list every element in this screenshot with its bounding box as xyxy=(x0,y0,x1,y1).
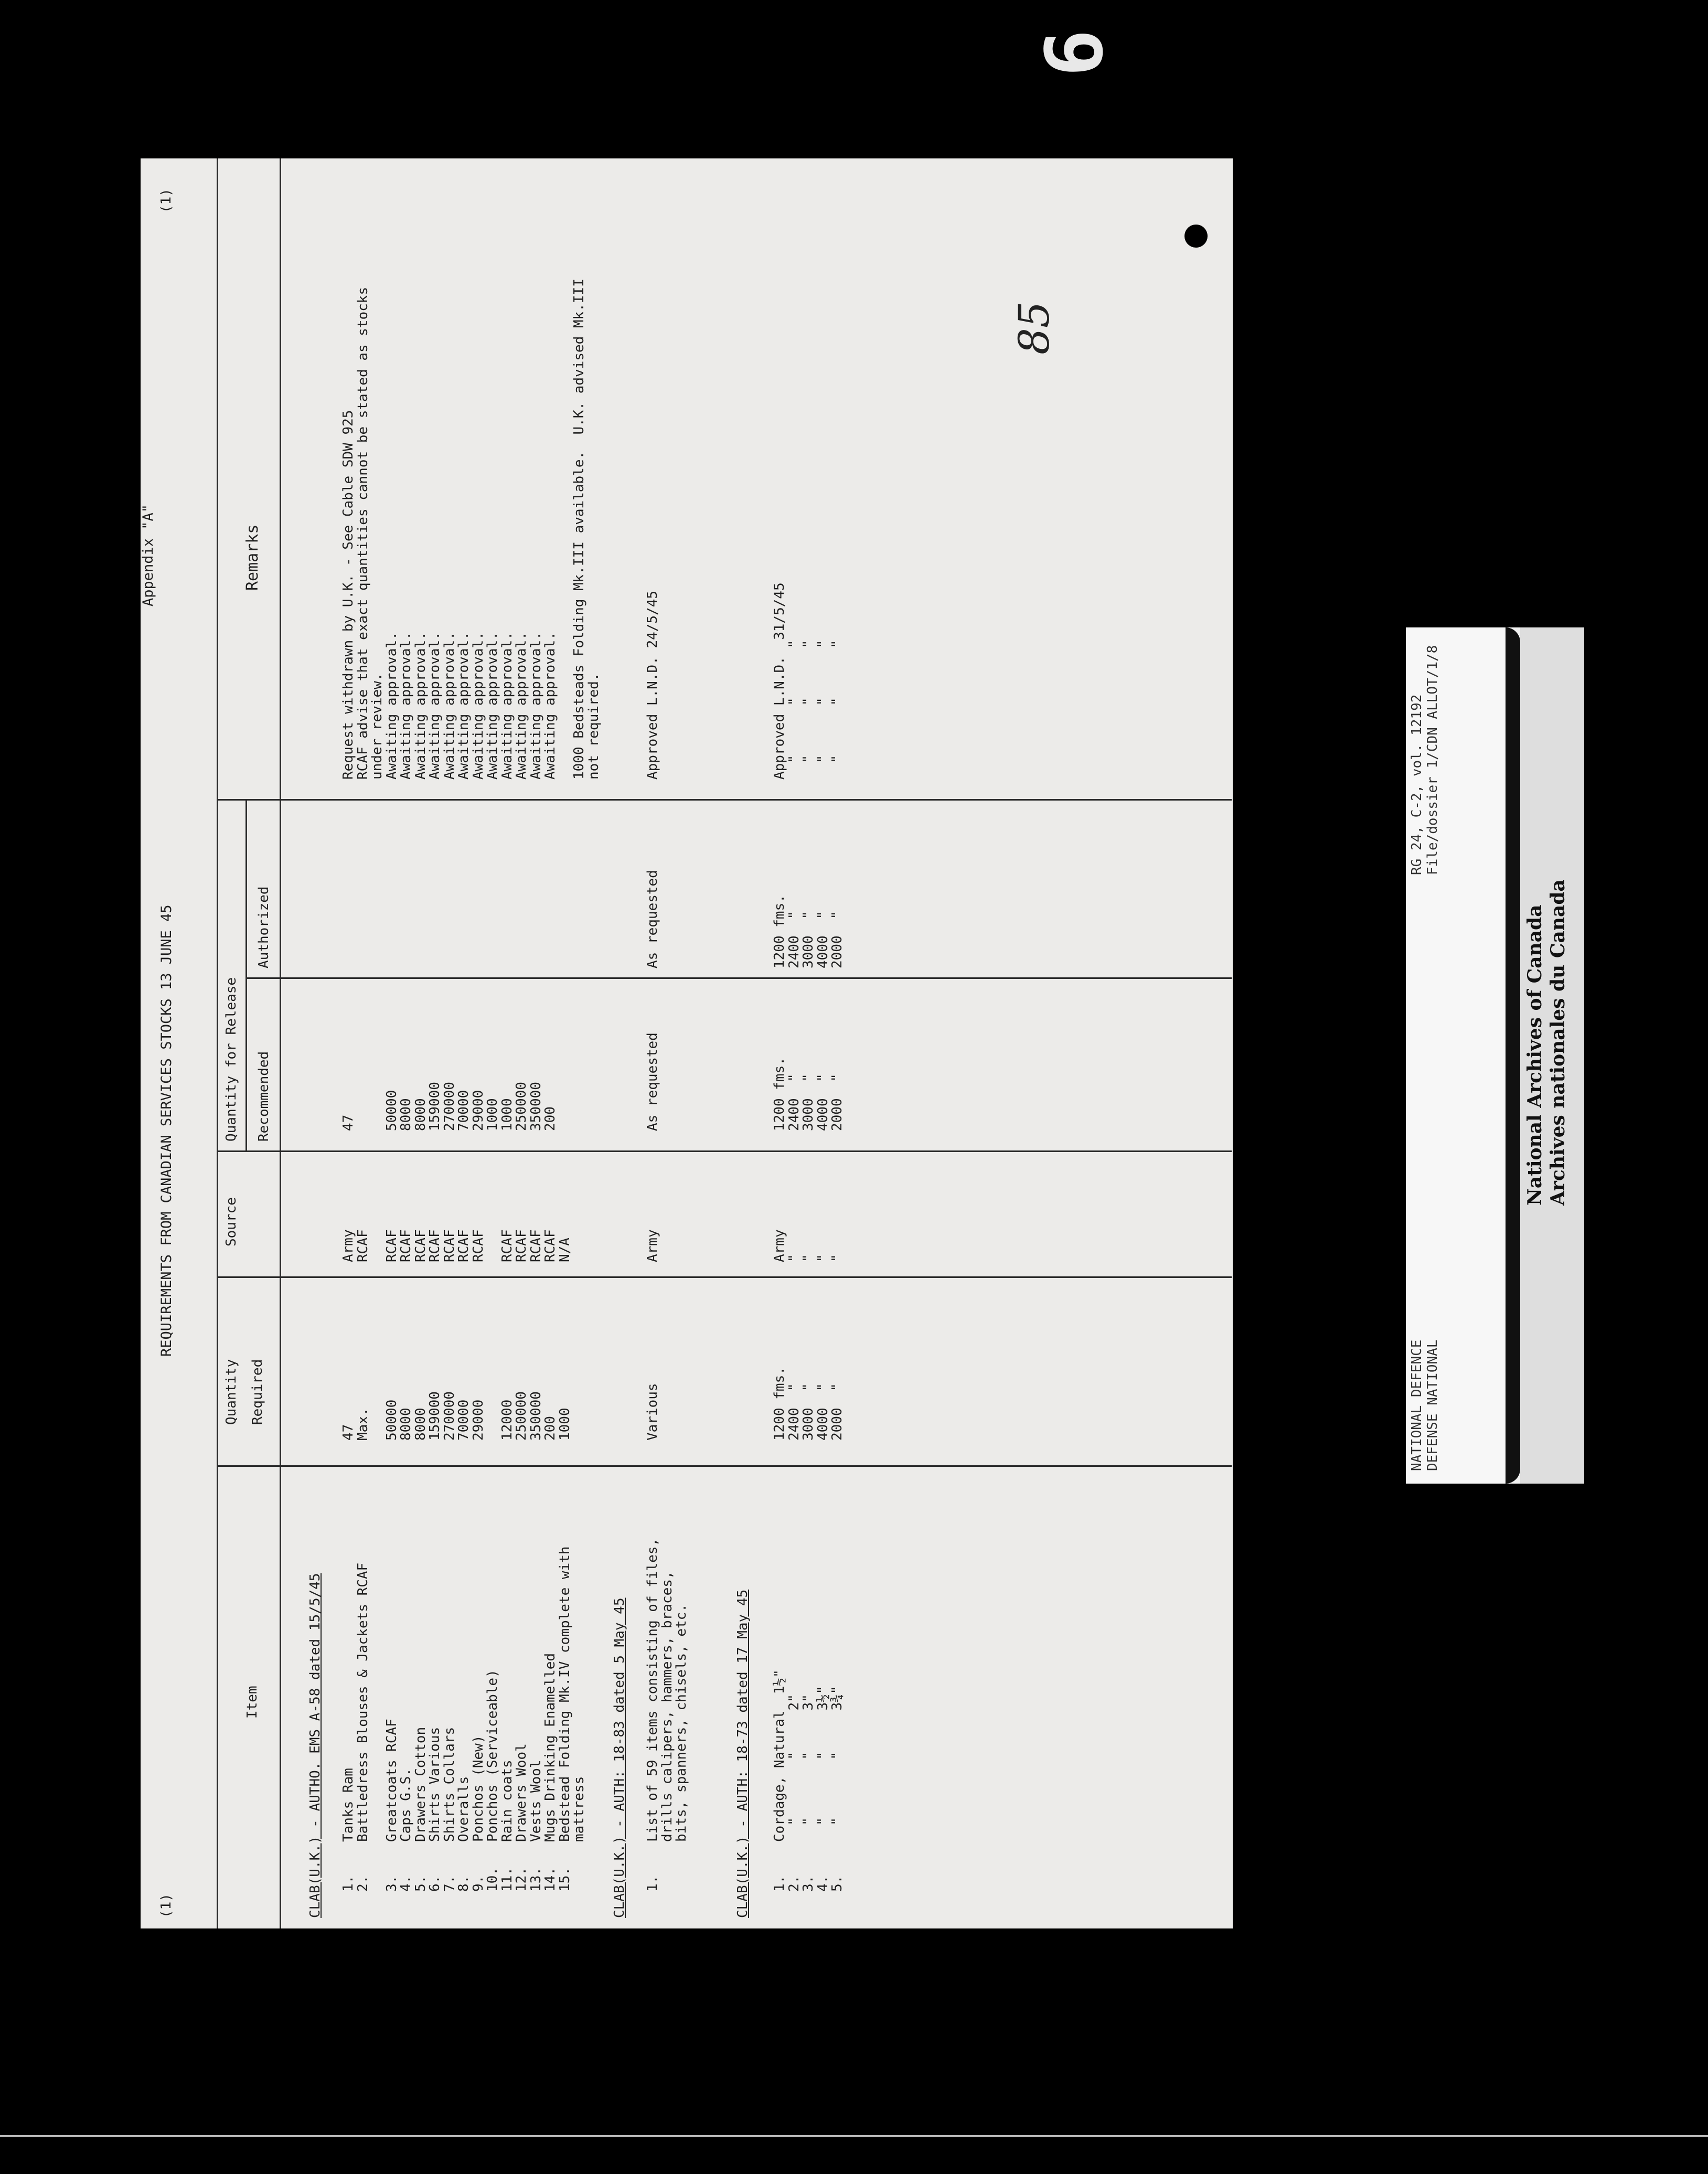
header-qty-for-release: Quantity for Release xyxy=(223,977,239,1142)
cell-remarks: Awaiting approval. xyxy=(398,632,414,780)
cell-recommended: 270000 xyxy=(441,1082,457,1131)
cell-qty-required: 1200 fms. xyxy=(772,1367,787,1441)
table-row xyxy=(830,158,845,1928)
cell-number: 7. xyxy=(441,1875,457,1892)
label-dept-line1: NATIONAL DEFENCE xyxy=(1409,1339,1425,1471)
cell-qty-required: 250000 xyxy=(514,1391,529,1441)
label-ref-line2: File/dossier 1/CDN ALLOT/1/8 xyxy=(1425,645,1440,875)
table-row xyxy=(787,158,802,1928)
header-source: Source xyxy=(223,1197,239,1246)
cell-remarks: Awaiting approval. xyxy=(470,632,486,780)
table-row xyxy=(802,158,816,1928)
cell-qty-required: 8000 xyxy=(398,1408,414,1441)
cell-source: RCAF xyxy=(441,1229,457,1262)
header-qty-required-1: Quantity xyxy=(223,1359,239,1425)
cell-qty-required: 47 xyxy=(340,1424,356,1441)
label-archive-fr: Archives nationales du Canada xyxy=(1547,879,1569,1206)
cell-qty-required: Max. xyxy=(355,1408,371,1441)
cell-source: RCAF xyxy=(355,1229,371,1262)
cell-qty-required: 270000 xyxy=(441,1391,457,1441)
cell-source: " xyxy=(800,1254,816,1262)
cell-qty-required: 50000 xyxy=(383,1399,400,1441)
header-recommended: Recommended xyxy=(256,1051,272,1142)
cell-qty-required: 350000 xyxy=(528,1391,544,1441)
cell-remarks: under review. xyxy=(369,673,385,780)
table-row xyxy=(646,158,660,1928)
document-page xyxy=(141,158,1233,1928)
cell-remarks: Awaiting approval. xyxy=(441,632,457,780)
section-title-2: CLAB(U.K.) - AUTH: 18-83 dated 5 May 45 xyxy=(612,1597,627,1918)
cell-number: 2. xyxy=(786,1875,802,1892)
cell-remarks: Awaiting approval. xyxy=(542,632,558,780)
cell-source: " xyxy=(815,1254,831,1262)
table-row xyxy=(443,158,457,1928)
cell-number: 9. xyxy=(470,1875,486,1892)
cell-item: Caps G.S. xyxy=(398,1768,414,1842)
cell-number: 5. xyxy=(412,1875,429,1892)
cell-item: Shirts Collars xyxy=(441,1727,457,1842)
scan-edge-line xyxy=(0,2135,1708,2137)
cell-item: Battledress Blouses & Jackets RCAF xyxy=(355,1562,371,1842)
cell-item: Shirts Various xyxy=(427,1727,443,1842)
cell-authorized: 3000 " xyxy=(800,911,816,968)
cell-source: Army xyxy=(772,1229,787,1262)
cell-item: Ponchos (Serviceable) xyxy=(485,1669,500,1842)
cell-item: " " 3" xyxy=(800,1694,816,1842)
table-row xyxy=(515,158,529,1928)
cell-qty-required: 8000 xyxy=(412,1408,429,1441)
cell-item: Ponchos (New) xyxy=(470,1735,486,1842)
cell-remarks: Awaiting approval. xyxy=(456,632,472,780)
cell-recommended: 159000 xyxy=(427,1082,443,1131)
document-number: 9 xyxy=(1026,29,1117,79)
table-row xyxy=(370,158,385,1928)
cell-remarks: Awaiting approval. xyxy=(412,632,429,780)
cell-source: " xyxy=(786,1254,802,1262)
cell-remarks: Awaiting approval. xyxy=(514,632,529,780)
cell-remarks: Awaiting approval. xyxy=(499,632,515,780)
cell-recommended: 70000 xyxy=(456,1090,472,1131)
cell-number: 1. xyxy=(772,1875,787,1892)
page-title: REQUIREMENTS FROM CANADIAN SERVICES STOCKS 13 JUNE 45 xyxy=(158,904,175,1357)
cell-source: RCAF xyxy=(499,1229,515,1262)
cell-authorized: 2000 " xyxy=(829,911,845,968)
table-row xyxy=(472,158,486,1928)
cell-item: Greatcoats RCAF xyxy=(383,1719,400,1842)
cell-qty-required: 2000 " xyxy=(829,1383,845,1441)
cell-item: Vests Wool xyxy=(528,1760,544,1842)
cell-number: 3. xyxy=(800,1875,816,1892)
cell-recommended: 50000 xyxy=(383,1090,400,1131)
cell-number: 8. xyxy=(456,1875,472,1892)
cell-number: 4. xyxy=(398,1875,414,1892)
cell-remarks: 1000 Bedsteads Folding Mk.III available. U.K. advised Mk.III xyxy=(571,279,587,780)
table-row xyxy=(543,158,558,1928)
cell-source: RCAF xyxy=(542,1229,558,1262)
section-title-1: CLAB(U.K.) - AUTHO. EMS A-58 dated 15/5/45 xyxy=(307,1573,323,1918)
cell-recommended: 8000 xyxy=(398,1098,414,1131)
header-authorized: Authorized xyxy=(256,886,272,968)
cell-recommended: As requested xyxy=(645,1032,660,1131)
cell-item: bits, spanners, chisels, etc. xyxy=(674,1604,689,1842)
cell-recommended: 2400 " xyxy=(786,1073,802,1131)
header-remarks: Remarks xyxy=(243,524,262,591)
cell-item: Mugs Drinking Enamelled xyxy=(542,1653,558,1842)
cell-recommended: 1200 fms. xyxy=(772,1057,787,1131)
cell-item: " " 2" xyxy=(786,1694,802,1842)
table-row xyxy=(457,158,472,1928)
cell-item: " " 3¾" xyxy=(829,1686,845,1842)
cell-source: RCAF xyxy=(528,1229,544,1262)
cell-recommended: 4000 " xyxy=(815,1073,831,1131)
cell-remarks: Awaiting approval. xyxy=(485,632,500,780)
cell-recommended: 2000 " xyxy=(829,1073,845,1131)
cell-source: RCAF xyxy=(383,1229,400,1262)
cell-item: List of 59 items consisting of files, xyxy=(645,1538,660,1842)
page-marker-left: (1) xyxy=(158,1893,174,1918)
cell-remarks: " " " xyxy=(800,640,816,780)
cell-item: Rain coats xyxy=(499,1760,515,1842)
table-row xyxy=(414,158,429,1928)
cell-source: RCAF xyxy=(427,1229,443,1262)
cell-remarks: Awaiting approval. xyxy=(528,632,544,780)
cell-remarks: Awaiting approval. xyxy=(383,632,400,780)
cell-recommended: 1000 xyxy=(499,1098,515,1131)
cell-qty-required: 3000 " xyxy=(800,1383,816,1441)
cell-qty-required: 1000 xyxy=(557,1408,573,1441)
cell-item: mattress xyxy=(571,1776,587,1842)
cell-source: RCAF xyxy=(398,1229,414,1262)
cell-number: 13. xyxy=(528,1867,544,1892)
cell-recommended: 200 xyxy=(542,1106,558,1131)
cell-source: N/A xyxy=(557,1238,573,1262)
cell-remarks: Approved L.N.D. 24/5/45 xyxy=(645,590,660,780)
handwritten-page-number: 85 xyxy=(1010,301,1059,355)
cell-number: 6. xyxy=(427,1875,443,1892)
label-ref-line1: RG 24, C-2, vol. 12192 xyxy=(1409,694,1425,875)
table-row xyxy=(587,158,602,1928)
cell-item: Overalls xyxy=(456,1776,472,1842)
cell-item: Drawers Wool xyxy=(514,1743,529,1842)
table-row xyxy=(675,158,689,1928)
cell-remarks: RCAF advise that exact quantities cannot be stated as stocks xyxy=(355,286,371,780)
header-item: Item xyxy=(244,1686,260,1719)
cell-number: 11. xyxy=(499,1867,515,1892)
table-row xyxy=(341,158,356,1928)
cell-source: Army xyxy=(340,1229,356,1262)
cell-number: 4. xyxy=(815,1875,831,1892)
cell-number: 1. xyxy=(340,1875,356,1892)
archive-label-rotated xyxy=(1406,627,1584,1484)
cell-source: " xyxy=(829,1254,845,1262)
cell-authorized: 2400 " xyxy=(786,911,802,968)
table-row xyxy=(558,158,573,1928)
cell-qty-required: 200 xyxy=(542,1416,558,1441)
cell-item: " " 3½" xyxy=(815,1686,831,1842)
cell-qty-required: 29000 xyxy=(470,1399,486,1441)
label-dept-line2: DEFENSE NATIONAL xyxy=(1425,1339,1440,1471)
table-top-rule xyxy=(217,158,218,1928)
cell-recommended: 350000 xyxy=(528,1082,544,1131)
cell-recommended: 250000 xyxy=(514,1082,529,1131)
cell-recommended: 47 xyxy=(340,1114,356,1131)
cell-remarks: not required. xyxy=(585,673,602,780)
cell-number: 3. xyxy=(383,1875,400,1892)
table-row xyxy=(486,158,500,1928)
cell-source: RCAF xyxy=(470,1229,486,1262)
table-row xyxy=(572,158,587,1928)
cell-source: RCAF xyxy=(412,1229,429,1262)
cell-authorized: 1200 fms. xyxy=(772,894,787,968)
cell-qty-required: 70000 xyxy=(456,1399,472,1441)
cell-recommended: 8000 xyxy=(412,1098,429,1131)
label-band xyxy=(1506,627,1520,1484)
table-row xyxy=(529,158,544,1928)
table-row xyxy=(428,158,443,1928)
cell-qty-required: 2400 " xyxy=(786,1383,802,1441)
rotated-content xyxy=(141,158,1233,1928)
cell-item: Drawers Cotton xyxy=(412,1727,429,1842)
table-row xyxy=(385,158,400,1928)
archive-label xyxy=(1406,627,1584,1484)
table-row xyxy=(399,158,414,1928)
cell-item: Bedstead Folding Mk.IV complete with xyxy=(557,1546,573,1842)
table-row xyxy=(773,158,787,1928)
cell-qty-required: 159000 xyxy=(427,1391,443,1441)
cell-number: 5. xyxy=(829,1875,845,1892)
cell-item: drills calipers, hammers, braces, xyxy=(659,1571,675,1842)
header-qty-required-2: Required xyxy=(250,1359,265,1425)
cell-recommended: 1000 xyxy=(485,1098,500,1131)
label-archive-en: National Archives of Canada xyxy=(1524,904,1546,1206)
table-row xyxy=(356,158,371,1928)
cell-number: 1. xyxy=(645,1875,660,1892)
page-marker-right: (1) xyxy=(158,188,174,213)
cell-remarks: " " " xyxy=(815,640,831,780)
cell-number: 10. xyxy=(485,1867,500,1892)
cell-source: RCAF xyxy=(514,1229,529,1262)
quantity-for-release-rule xyxy=(245,801,247,1152)
cell-recommended: 29000 xyxy=(470,1090,486,1131)
cell-qty-required: Various xyxy=(645,1383,660,1441)
cell-number: 15. xyxy=(557,1867,573,1892)
appendix-label: Appendix "A" xyxy=(140,504,156,606)
cell-remarks: Awaiting approval. xyxy=(427,632,443,780)
cell-authorized: 4000 " xyxy=(815,911,831,968)
cell-source: RCAF xyxy=(456,1229,472,1262)
cell-remarks: " " " xyxy=(786,640,802,780)
cell-qty-required: 12000 xyxy=(499,1399,515,1441)
cell-qty-required: 4000 " xyxy=(815,1383,831,1441)
table-row xyxy=(500,158,515,1928)
cell-number: 14. xyxy=(542,1867,558,1892)
table-row xyxy=(816,158,831,1928)
cell-source: Army xyxy=(645,1229,660,1262)
table-row xyxy=(660,158,675,1928)
cell-authorized: As requested xyxy=(645,870,660,968)
cell-remarks: Request withdrawn by U.K. - See Cable SDW 925 xyxy=(340,410,356,780)
cell-number: 12. xyxy=(514,1867,529,1892)
table-header-rule xyxy=(280,158,281,1928)
cell-recommended: 3000 " xyxy=(800,1073,816,1131)
section-title-3: CLAB(U.K.) - AUTH: 18-73 dated 17 May 45 xyxy=(735,1589,751,1918)
cell-item: Cordage, Natural 1½" xyxy=(772,1669,787,1842)
cell-remarks: Approved L.N.D. 31/5/45 xyxy=(772,582,787,780)
cell-remarks: " " " xyxy=(829,640,845,780)
cell-number: 2. xyxy=(355,1875,371,1892)
cell-item: Tanks Ram xyxy=(340,1768,356,1842)
